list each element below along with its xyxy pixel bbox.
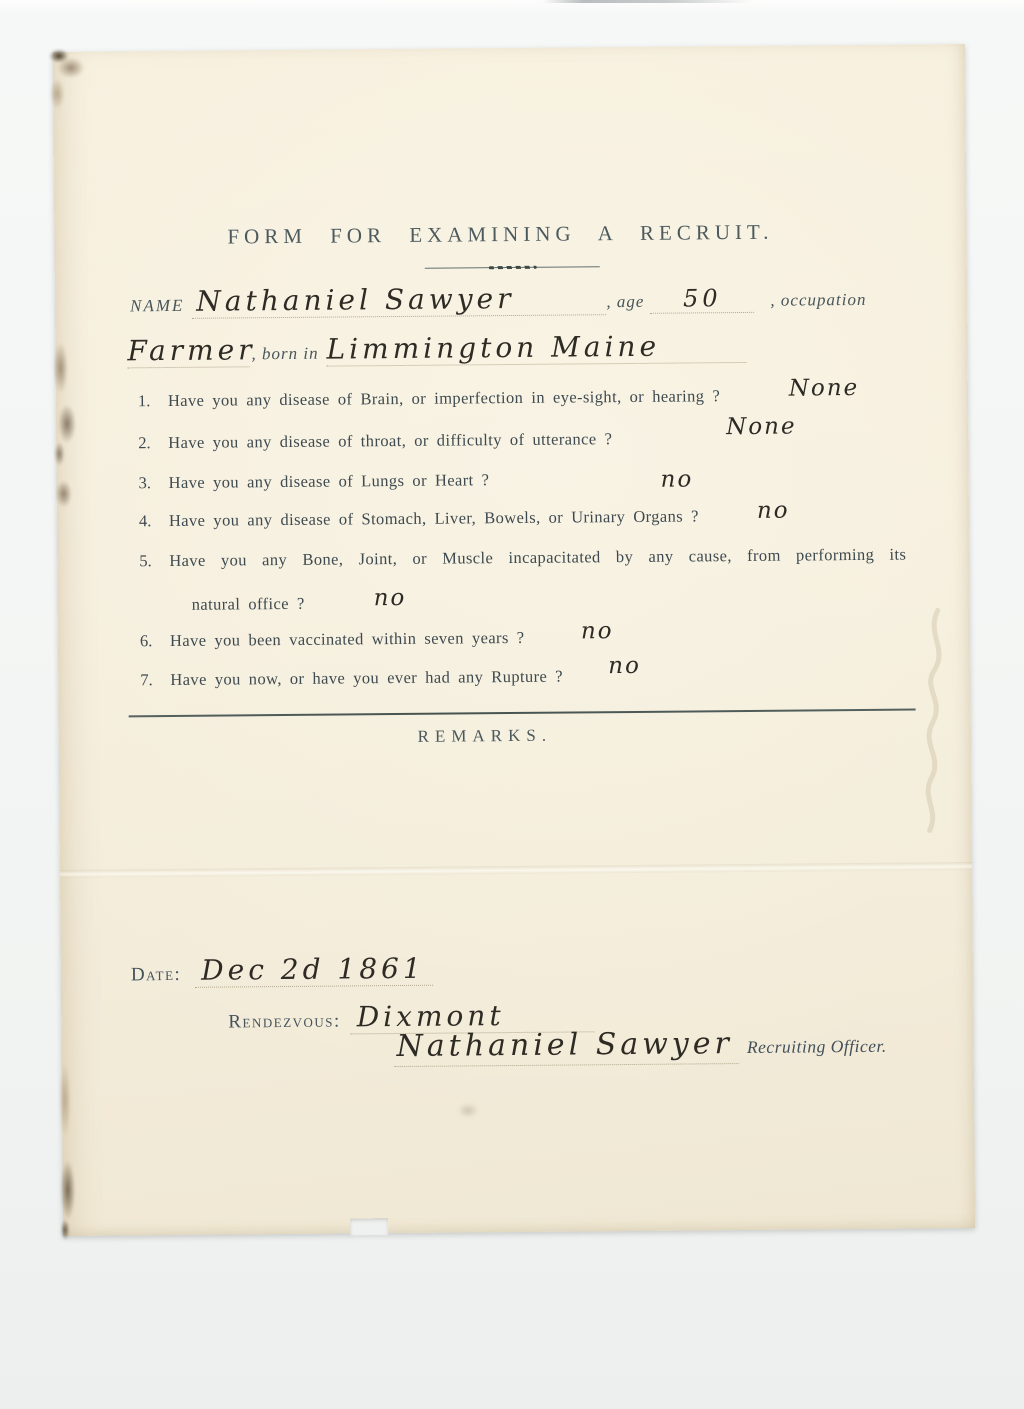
question-number: 5. <box>139 551 152 571</box>
question-text: Have you any disease of Stomach, Liver, Bowels, or Urinary Organs ? <box>168 506 699 531</box>
paper-sheet <box>53 44 975 1236</box>
recruiting-officer-label: Recruiting Officer. <box>746 1035 887 1057</box>
question-row-5 <box>139 544 929 571</box>
question-answer-6: no <box>580 618 614 645</box>
question-answer-5: no <box>373 584 407 612</box>
question-number: 3. <box>138 473 152 493</box>
scanner-streak <box>542 0 752 3</box>
date-value: Dec 2d 1861 <box>195 954 433 988</box>
question-answer-1: None <box>788 374 860 402</box>
question-text-continued: natural office ? <box>191 593 305 614</box>
question-row-2 <box>138 426 928 453</box>
fold-crease <box>60 862 972 878</box>
question-row-5-line2 <box>192 588 930 614</box>
born-in-label: , born in <box>251 343 319 364</box>
name-row <box>130 280 947 319</box>
date-row <box>130 951 434 988</box>
age-value: 50 <box>650 284 754 314</box>
remarks-divider <box>129 708 916 717</box>
flourish-dots <box>488 266 536 269</box>
question-text: Have you been vaccinated within seven years ? <box>169 627 525 651</box>
question-text: Have you any Bone, Joint, or Muscle incapacitated by any cause, from performing its <box>169 544 907 571</box>
question-answer-3: no <box>660 466 694 493</box>
question-row-7 <box>140 663 930 690</box>
born-in-value: Limmington Maine <box>326 331 746 366</box>
question-row-4 <box>139 504 929 531</box>
form-title: FORM FOR EXAMINING A RECRUIT. <box>227 219 774 249</box>
question-row-3 <box>139 466 929 493</box>
rendezvous-value: Dixmont <box>351 1000 595 1034</box>
stain-left-middle <box>52 328 87 468</box>
question-number: 2. <box>138 433 151 453</box>
name-label: NAME <box>129 295 185 316</box>
date-label: Date: <box>130 963 182 986</box>
remarks-heading: REMARKS. <box>417 725 553 746</box>
question-answer-7: no <box>608 652 642 680</box>
title-flourish-rule <box>425 264 600 270</box>
born-in-row <box>127 329 947 368</box>
question-number: 1. <box>137 391 151 411</box>
question-number: 6. <box>139 631 153 651</box>
stain-bottom-left <box>57 1040 91 1240</box>
question-text: Have you any disease of Lungs or Heart ? <box>168 470 490 493</box>
smudge-mark <box>454 1100 488 1126</box>
question-answer-4: no <box>756 497 790 524</box>
question-text: Have you any disease of throat, or difficulty of utterance ? <box>168 429 613 453</box>
stain-top-left <box>49 48 96 122</box>
signature-row <box>394 1025 886 1067</box>
paper-notch <box>350 1218 388 1235</box>
stain-left-lower <box>54 472 84 518</box>
question-row-6 <box>140 624 930 651</box>
question-number: 4. <box>138 511 152 531</box>
age-label: , age <box>606 291 645 312</box>
signature-value: Nathaniel Sawyer <box>394 1026 739 1067</box>
question-text: Have you any disease of Brain, or imperfection in eye-sight, or hearing ? <box>167 386 721 411</box>
question-text: Have you now, or have you ever had any Rupture ? <box>170 666 564 690</box>
question-answer-2: None <box>726 413 797 441</box>
question-number: 7. <box>140 670 153 690</box>
occupation-value: Farmer <box>127 333 256 368</box>
name-value: Nathaniel Sawyer <box>192 283 606 318</box>
occupation-label: , occupation <box>770 289 867 310</box>
rendezvous-label: Rendezvous: <box>228 1010 341 1033</box>
